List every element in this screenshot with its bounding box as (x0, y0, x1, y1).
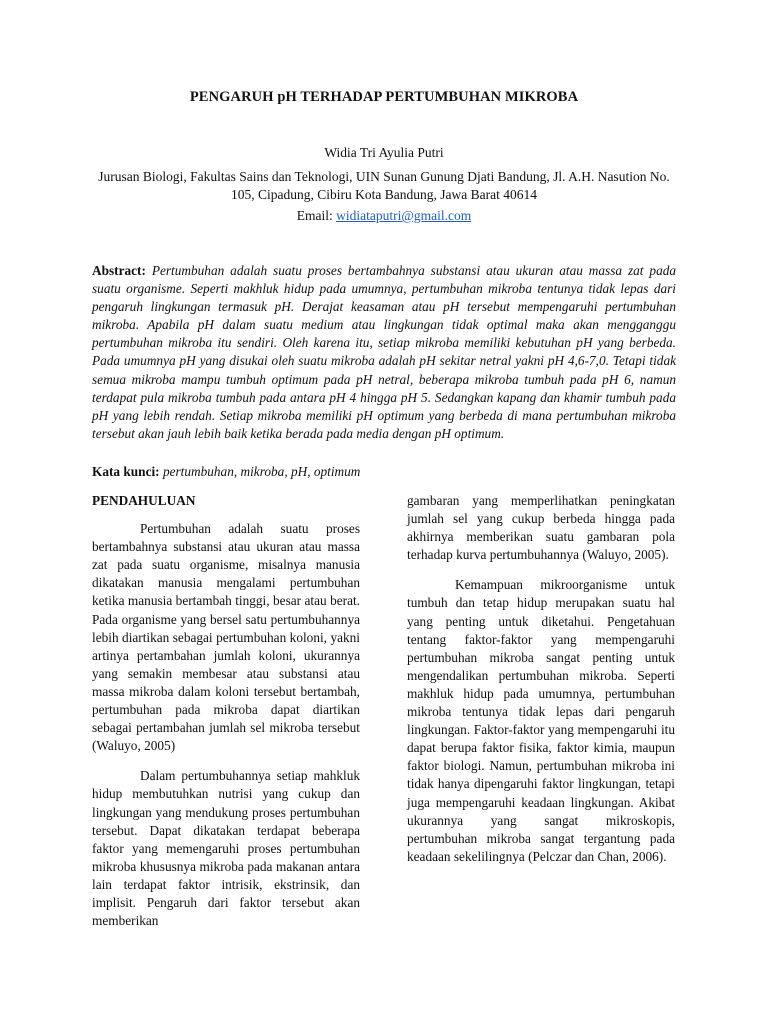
author-name: Widia Tri Ayulia Putri (324, 145, 444, 160)
abstract-label: Abstract: (92, 263, 146, 278)
section-heading: PENDAHULUAN (92, 493, 196, 508)
paper-title: PENGARUH pH TERHADAP PERTUMBUHAN MIKROBA (189, 89, 579, 105)
abstract (92, 262, 676, 443)
right-column (407, 492, 675, 878)
author-affiliation: Jurusan Biologi, Fakultas Sains dan Teknologi, UIN Sunan Gunung Djati Bandung, Jl. A.H. Nasution No. 105, Cipadung, Cibiru Kota Bandung, Jawa Barat 40614 (98, 169, 670, 202)
email-line (0, 208, 768, 224)
body-paragraph: gambaran yang memperlihatkan peningkatan jumlah sel yang cukup berbeda hingga pada akhirnya memberikan suatu gambaran pola terhadap kurva pertumbuhannya (Waluyo, 2005). (407, 493, 675, 563)
body-paragraph: Pertumbuhan adalah suatu proses bertambahnya substansi atau ukuran atau massa zat pada suatu organisme, misalnya manusia dikatakan manusia mengalami pertumbuhan ketika manusia bertambah tinggi, besar atau berat. Pada organisme yang bersel satu pertumbuhannya lebih diartikan sebagai pertumbuhan koloni, yakni artinya pertambahan jumlah koloni, ukurannya yang semakin membesar atau substansi atau massa mikroba dalam koloni tersebut bertambah, pertumbuhan pada mikroba dapat diartikan sebagai pertambahan jumlah sel mikroba tersebut (Waluyo, 2005) (92, 521, 360, 754)
email-label: Email: (296, 208, 333, 223)
keywords-label: Kata kunci: (92, 464, 160, 479)
abstract-text: Pertumbuhan adalah suatu proses bertambahnya substansi atau ukuran atau massa zat pada suatu organisme. Seperti makhluk hidup pada umumnya, pertumbuhan mikroba tentunya tidak lepas dari pengaruh lingkungan termasuk pH. Derajat keasaman atau pH tersebut mempengaruhi pertumbuhan mikroba. Apabila pH dalam suatu medium atau lingkungan tidak optimal maka akan mengganggu pertumbuhan mikroba itu sendiri. Oleh karena itu, setiap mikroba memiliki kebutuhan pH yang berbeda. Pada umumnya pH yang disukai oleh suatu mikroba adalah pH sekitar netral yakni pH 4,6-7,0. Tetapi tidak semua mikroba mampu tumbuh optimum pada pH netral, beberapa mikroba tumbuh pada pH 6, namun terdapat pula mikroba tumbuh pada antara pH 4 hingga pH 5. Sedangkan kapang dan khamir tumbuh pada pH yang lebih rendah. Setiap mikroba memiliki pH optimum yang berbeda di mana pertumbuhan mikroba tersebut akan jauh lebih baik ketika berada pada media dengan pH optimum. (92, 263, 677, 441)
email-link[interactable]: widiataputri@gmail.com (336, 208, 472, 223)
keywords-text: pertumbuhan, mikroba, pH, optimum (162, 464, 361, 479)
keywords (92, 464, 676, 480)
body-paragraph: Dalam pertumbuhannya setiap mahkluk hidup membutuhkan nutrisi yang cukup dan lingkungan yang mendukung proses pertumbuhan tersebut. Dapat dikatakan terdapat beberapa faktor yang memengaruhi proses pertumbuhan mikroba khususnya mikroba pada makanan antara lain terdapat faktor intrisik, ekstrinsik, dan implisit. Pengaruh dari faktor tersebut akan memberikan (92, 768, 360, 929)
left-column (92, 492, 360, 942)
body-paragraph: Kemampuan mikroorganisme untuk tumbuh dan tetap hidup merupakan suatu hal yang penting untuk diketahui. Pengetahuan tentang faktor-faktor yang mempengaruhi pertumbuhan mikroba sangat penting untuk mengendalikan pertumbuhan mikroba. Seperti makhluk hidup pada umumnya, pertumbuhan mikroba tentunya tidak lepas dari pengaruh lingkungan. Faktor-faktor yang mempengaruhi itu dapat berupa faktor fisika, faktor kimia, maupun faktor biologi. Namun, pertumbuhan mikroba ini tidak hanya dipengaruhi faktor lingkungan, tetapi juga mempengaruhi keadaan lingkungan. Akibat ukurannya yang sangat mikroskopis, pertumbuhan mikroba sangat tergantung pada keadaan sekelilingnya (Pelczar dan Chan, 2006). (407, 577, 675, 864)
